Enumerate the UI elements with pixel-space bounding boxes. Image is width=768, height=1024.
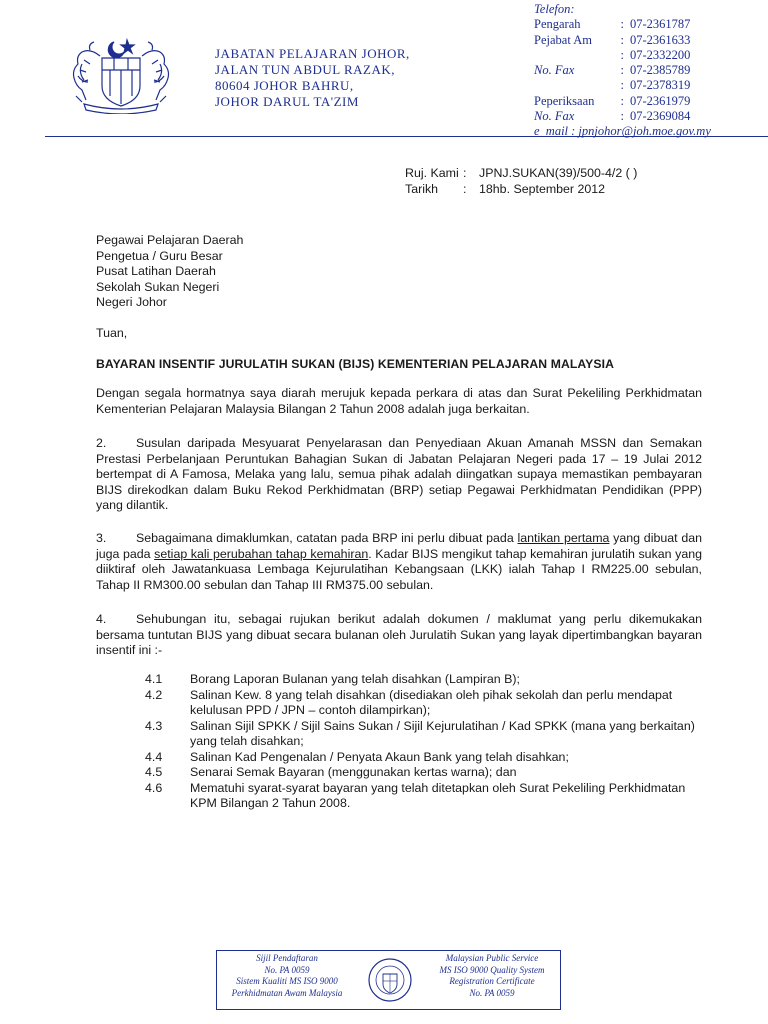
contact-row: : 07-2378319 xyxy=(620,78,691,93)
tarikh-label: Tarikh xyxy=(405,181,439,196)
address-line: 80604 JOHOR BAHRU, xyxy=(215,78,354,93)
paragraph-text: Susulan daripada Mesyuarat Penyelarasan dan Penyediaan Akuan Amanah MSSN dan Semakan Prestasi Perbelanjaan Peruntukan Bahagian Sukan di Jabatan Pelajaran Negeri pada 17 – 19 Julai 2012 bertempat di A Famosa, Melaka yang lalu, semua pihak adalah diingatkan supaya memastikan pembayaran BIJS direkodkan dalam Buku Rekod Perkhidmatan (BRP) setiap Pegawai Perkhidmatan Pendidikan (PPP) yang dilantik. xyxy=(96,436,702,512)
recipients-block xyxy=(96,233,243,311)
paragraph-text: Sehubungan itu, sebagai rujukan berikut adalah dokumen / maklumat yang perlu dikemukakan bersama tuntutan BIJS yang dibuat secara bulanan oleh Jurulatih Sukan yang layak dipertimbangkan bayaran insentif ini :- xyxy=(96,612,702,657)
recipient-line: Pengetua / Guru Besar xyxy=(96,248,223,263)
contacts-title: Telefon: xyxy=(534,2,575,16)
salutation: Tuan, xyxy=(96,326,128,340)
iso-certification-box xyxy=(216,950,561,1010)
list-item: 4.1 Borang Laporan Bulanan yang telah disahkan (Lampiran B); xyxy=(145,672,520,686)
reference-block: Ruj. Kami : JPNJ.SUKAN(39)/500-4/2 ( ) Tarikh : 18hb. September 2012 xyxy=(405,166,638,196)
letterhead-contacts xyxy=(534,2,711,140)
contact-row: No. Fax : 07-2385789 xyxy=(534,63,691,78)
iso-seal-icon xyxy=(364,956,416,1004)
paragraph-2 xyxy=(96,436,702,514)
paragraph-number: 4. xyxy=(96,612,107,626)
paragraph-number: 3. xyxy=(96,531,107,545)
coat-of-arms-icon xyxy=(64,36,178,114)
letterhead-divider xyxy=(45,136,768,137)
recipient-line: Pusat Latihan Daerah xyxy=(96,264,216,278)
address-line: JABATAN PELAJARAN JOHOR, xyxy=(215,46,410,61)
contact-email: e_mail : jpnjohor@joh.moe.gov.my xyxy=(534,124,711,139)
contact-row: : 07-2332200 xyxy=(620,47,691,62)
underlined-phrase: lantikan pertama xyxy=(517,531,610,545)
subject-heading: BAYARAN INSENTIF JURULATIH SUKAN (BIJS) KEMENTERIAN PELAJARAN MALAYSIA xyxy=(96,357,615,371)
underlined-phrase: setiap kali perubahan tahap kemahiran xyxy=(154,546,369,561)
paragraph-4 xyxy=(96,612,702,659)
ruj-value: JPNJ.SUKAN(39)/500-4/2 ( ) xyxy=(479,166,638,180)
contact-row: Pejabat Am : 07-2361633 xyxy=(534,32,691,47)
certification-text-english: Malaysian Public Service MS ISO 9000 Quality System Registration Certificate No. PA 0059 xyxy=(439,953,545,998)
paragraph-1: Dengan segala hormatnya saya diarah merujuk kepada perkara di atas dan Surat Pekeliling Perkhidmatan Kementerian Pelajaran Malaysia Bilangan 2 Tahun 2008 adalah juga berkaitan. xyxy=(96,386,702,416)
letterhead-address xyxy=(215,46,410,110)
certification-text-malay: Sijil Pendaftaran No. PA 0059 Sistem Kualiti MS ISO 9000 Perkhidmatan Awam Malaysia xyxy=(231,953,343,998)
recipient-line: Negeri Johor xyxy=(96,295,167,309)
ruj-label: Ruj. Kami xyxy=(405,166,459,180)
list-item: 4.3 Salinan Sijil SPKK / Sijil Sains Sukan / Sijil Kejurulatihan / Kad SPKK (mana yang berkaitan) yang telah disahkan; xyxy=(145,718,695,748)
address-line: JOHOR DARUL TA'ZIM xyxy=(215,94,359,109)
paragraph-number: 2. xyxy=(96,436,107,450)
recipient-line: Sekolah Sukan Negeri xyxy=(96,279,220,294)
document-list xyxy=(145,672,705,812)
list-item: 4.4 Salinan Kad Pengenalan / Penyata Akaun Bank yang telah disahkan; xyxy=(145,749,569,764)
contact-row: Peperiksaan : 07-2361979 xyxy=(534,93,691,108)
contact-row: No. Fax : 07-2369084 xyxy=(534,109,691,124)
paragraph-3: 3. Sebagaimana dimaklumkan, catatan pada BRP ini perlu dibuat pada lantikan pertama yang dibuat dan juga pada setiap kali perubahan tahap kemahiran. Kadar BIJS mengikut tahap kemahiran jurulatih sukan yang diiktiraf oleh Jawatankuasa Lembaga Kejurulatihan Kebangsaan (LKK) ialah Tahap I RM225.00 sebulan, Tahap II RM300.00 sebulan dan Tahap III RM375.00 sebulan. xyxy=(96,531,703,592)
recipient-line: Pegawai Pelajaran Daerah xyxy=(96,233,244,247)
list-item: 4.5 Senarai Semak Bayaran (menggunakan kertas warna); dan xyxy=(145,765,517,779)
list-item: 4.2 Salinan Kew. 8 yang telah disahkan (disediakan oleh pihak sekolah dan perlu mendapat kelulusan PPD / JPN – contoh dilampirkan); xyxy=(145,687,673,717)
tarikh-value: 18hb. September 2012 xyxy=(479,181,606,196)
address-line: JALAN TUN ABDUL RAZAK, xyxy=(215,62,395,77)
list-item: 4.6 Mematuhi syarat-syarat bayaran yang telah ditetapkan oleh Surat Pekeliling Perkhidmatan KPM Bilangan 2 Tahun 2008. xyxy=(145,780,686,810)
contact-row: Pengarah : 07-2361787 xyxy=(534,17,691,32)
